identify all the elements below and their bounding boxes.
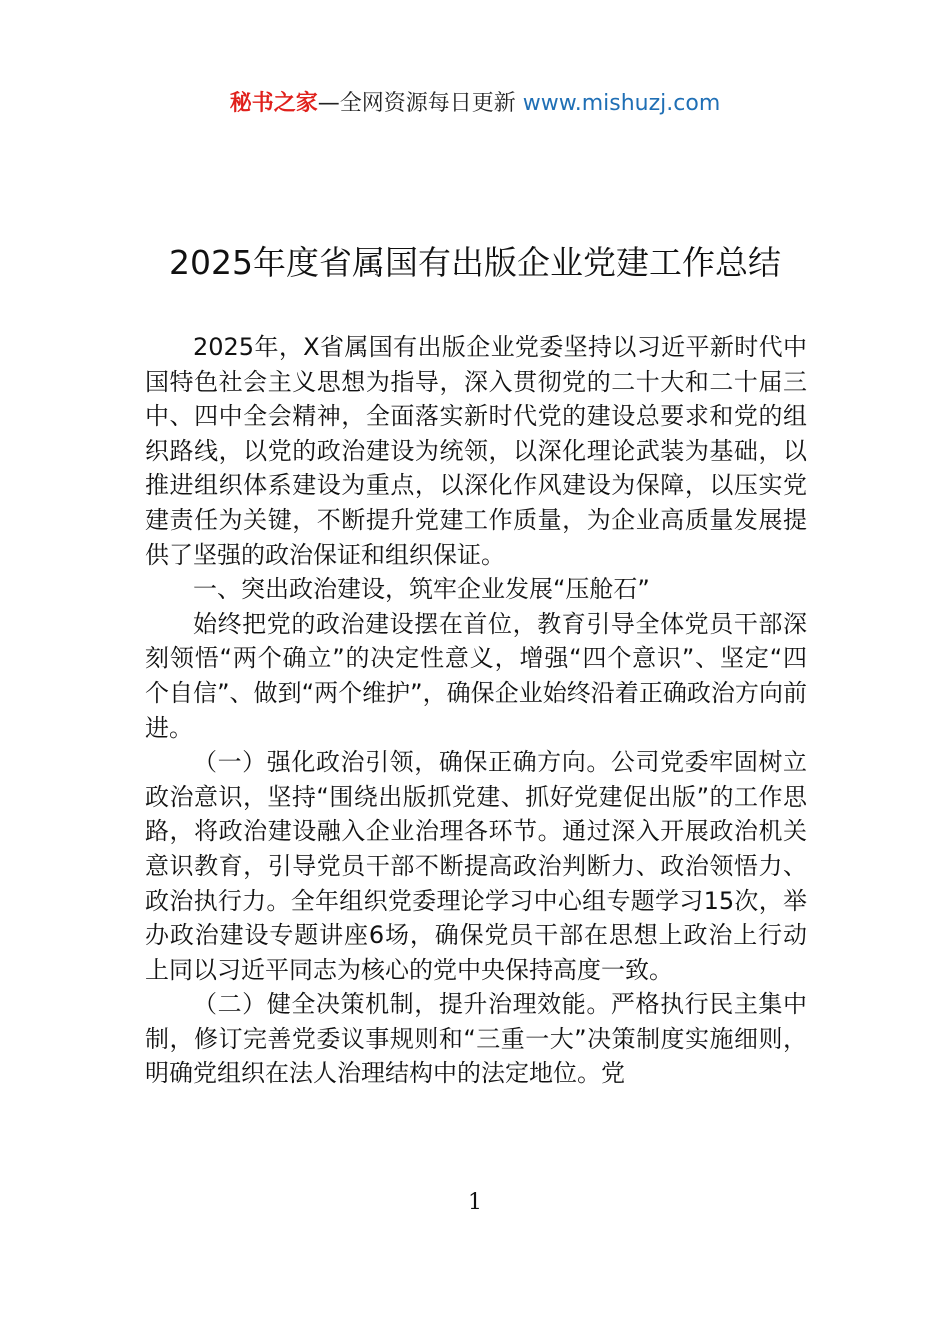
page-number: 1 — [468, 1190, 482, 1215]
site-header — [0, 88, 950, 120]
section-heading-1: 一、突出政治建设，筑牢企业发展“压舱石” — [193, 575, 650, 604]
document-body — [145, 330, 807, 1091]
site-tagline: —全网资源每日更新 — [317, 91, 516, 116]
paragraph-subsection-2: （二）健全决策机制，提升治理效能。严格执行民主集中制，修订完善党委议事规则和“三重一大”决策制度实施细则，明确党组织在法人治理结构中的法定地位。党 — [145, 990, 807, 1088]
paragraph-section-1: 始终把党的政治建设摆在首位，教育引导全体党员干部深刻领悟“两个确立”的决定性意义，增强“四个意识”、坚定“四个自信”、做到“两个维护”，确保企业始终沿着正确政治方向前进。 — [145, 609, 807, 742]
site-url-link[interactable]: www.mishuzj.com — [522, 91, 721, 116]
site-brand: 秘书之家 — [229, 91, 318, 116]
document-title: 2025年度省属国有出版企业党建工作总结 — [169, 243, 781, 282]
paragraph-intro: 2025年，X省属国有出版企业党委坚持以习近平新时代中国特色社会主义思想为指导，深入贯彻党的二十大和二十届三中、四中全会精神，全面落实新时代党的建设总要求和党的组织路线，以党的政治建设为统领，以深化理论武装为基础，以推进组织体系建设为重点，以深化作风建设为保障，以压实党建责任为关键，不断提升党建工作质量，为企业高质量发展提供了坚强的政治保证和组织保证。 — [145, 333, 807, 569]
paragraph-subsection-1: （一）强化政治引领，确保正确方向。公司党委牢固树立政治意识，坚持“围绕出版抓党建、抓好党建促出版”的工作思路，将政治建设融入企业治理各环节。通过深入开展政治机关意识教育，引导党员干部不断提高政治判断力、政治领悟力、政治执行力。全年组织党委理论学习中心组专题学习15次，举办政治建设专题讲座6场，确保党员干部在思想上政治上行动上同以习近平同志为核心的党中央保持高度一致。 — [145, 748, 807, 984]
